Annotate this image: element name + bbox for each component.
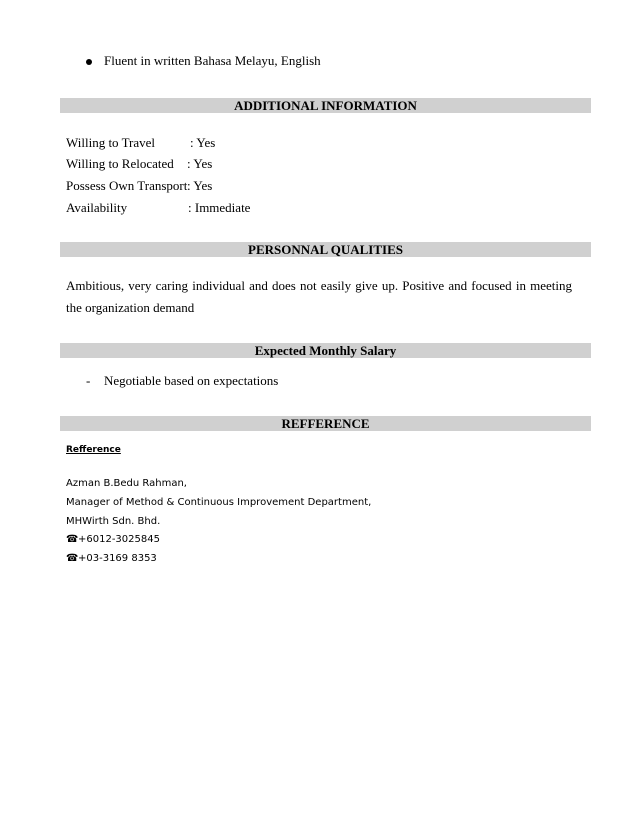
availability-label: Availability (66, 200, 128, 215)
personal-qualities-text: Ambitious, very caring individual and does not easily give up. Positive and focused in meeting the organization demand (66, 278, 572, 315)
reference-phone-1 (66, 534, 160, 545)
salary-heading: Expected Monthly Salary (60, 343, 591, 358)
relocate-label: Willing to Relocated (66, 156, 174, 171)
reference-name: Azman B.Bedu Rahman, (66, 478, 187, 489)
language-bullet-text: Fluent in written Bahasa Melayu, English (104, 53, 321, 68)
telephone-icon: ☎ (66, 534, 79, 545)
reference-phone-2 (66, 553, 157, 564)
travel-value: : Yes (190, 135, 216, 150)
salary-text: Negotiable based on expectations (104, 373, 279, 388)
travel-label: Willing to Travel (66, 135, 156, 150)
salary-dash: - (86, 373, 91, 388)
additional-information-heading: ADDITIONAL INFORMATION (60, 98, 591, 113)
bullet-icon (86, 59, 92, 65)
transport-label: Possess Own Transport (66, 178, 188, 193)
phone-number: +03-3169 8353 (78, 553, 157, 564)
reference-heading: REFFERENCE (60, 416, 591, 431)
telephone-icon: ☎ (66, 553, 79, 564)
relocate-value: : Yes (187, 156, 213, 171)
reference-position: Manager of Method & Continuous Improvement Department, (66, 497, 372, 508)
availability-value: : Immediate (188, 200, 251, 215)
personal-qualities-heading: PERSONNAL QUALITIES (60, 242, 591, 257)
transport-value: : Yes (187, 178, 213, 193)
reference-subheading: Refference (66, 445, 121, 455)
reference-company: MHWirth Sdn. Bhd. (66, 516, 161, 527)
phone-number: +6012-3025845 (78, 534, 160, 545)
